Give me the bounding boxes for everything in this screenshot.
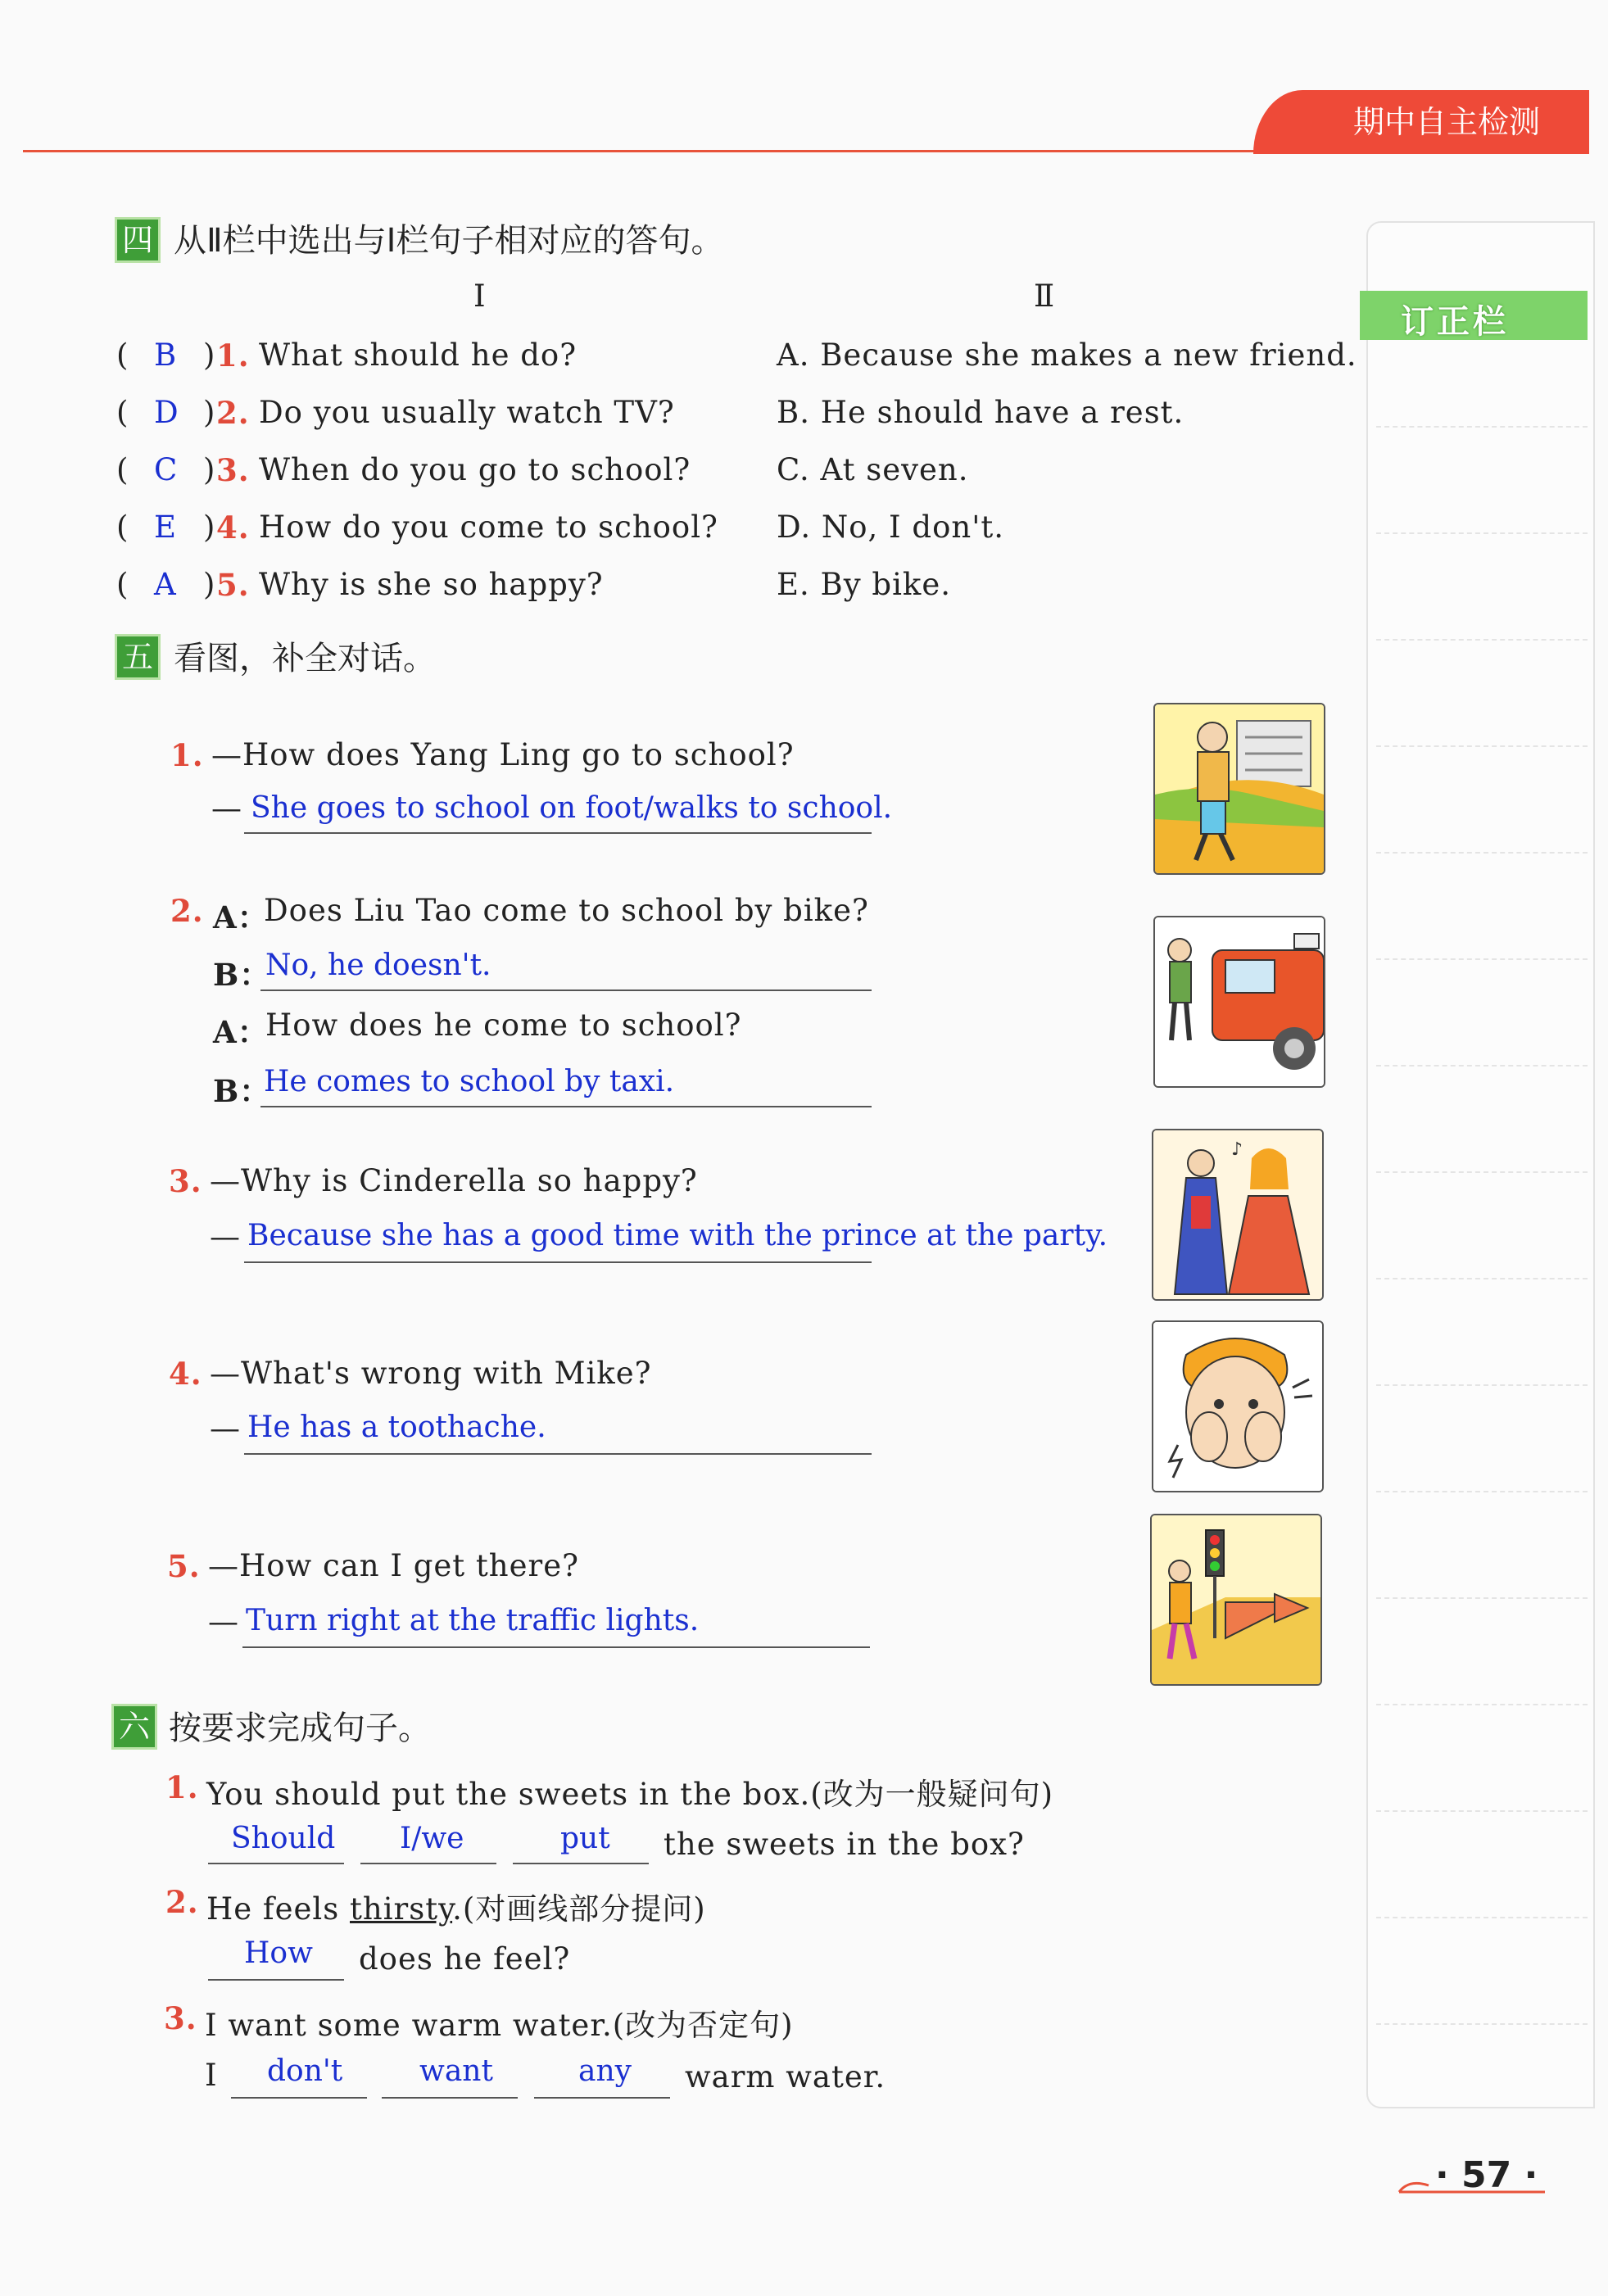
answer-line [208,1863,344,1864]
walking-girl-image [1153,703,1325,875]
sidebar-line [1376,1065,1588,1066]
q5-5-question: —How can I get there? [208,1548,579,1583]
q5-2-answer-b1: No, he doesn't. [265,949,491,982]
q6-1-text: You should put the sweets in the box.(改为一般疑问句) [206,1777,1054,1812]
answer-option: B. He should have a rest. [777,395,1184,430]
cinderella-image [1152,1129,1324,1301]
matching-answer: C [154,452,179,487]
q6-3-blank-1: don't [267,2054,343,2088]
correction-sidebar [1366,221,1595,2108]
q6-1-number: 1. [165,1769,199,1805]
answer-line [231,2097,367,2099]
q5-2-number: 2. [170,893,204,929]
question-text: What should he do? [259,337,578,373]
answer-line [244,1261,872,1263]
sidebar-line [1376,639,1588,641]
q5-2-line-a1: Does Liu Tao come to school by bike? [264,893,869,928]
page-number: · 57 · [1435,2154,1538,2196]
speaker-a: A： [213,899,269,935]
q6-2-tail: does he feel? [359,1941,571,1977]
q6-1-blank-2: I/we [400,1822,464,1855]
sidebar-line [1376,958,1588,960]
sidebar-line [1376,532,1588,534]
paren-open: ( [116,567,129,602]
sidebar-line [1376,426,1588,428]
paren-close: ) [203,337,216,373]
taxi-image [1153,916,1325,1088]
speaker-b: B： [213,1073,271,1109]
q5-3-answer: Because she has a good time with the prince at the party. [247,1219,1108,1252]
column-1-heading: Ⅰ [473,279,487,314]
q5-4-number: 4. [169,1356,202,1392]
q5-1-answer: She goes to school on foot/walks to school. [251,791,893,825]
sidebar-line [1376,1171,1588,1173]
section-5-title: 看图，补全对话。 [174,640,436,677]
section-5-icon: 五 [115,634,161,680]
question-number: 4. [216,509,250,546]
paren-close: ) [203,452,216,487]
q5-3-number: 3. [169,1163,202,1199]
chapter-tab: 期中自主检测 [1253,90,1589,154]
q6-3-blank-2: want [419,2054,493,2088]
paren-open: ( [116,452,129,487]
answer-line [244,832,872,834]
answer-option: C. At seven. [777,452,969,487]
q5-3-question: —Why is Cinderella so happy? [210,1163,698,1198]
sidebar-line [1376,2023,1588,2025]
sidebar-line [1376,1491,1588,1492]
q5-1-number: 1. [170,737,204,773]
sidebar-line [1376,852,1588,854]
dash: — [210,1219,241,1254]
answer-line [242,1646,870,1648]
speaker-b: B： [213,957,271,993]
correction-label: 订正栏 [1360,291,1588,340]
sidebar-line [1376,1278,1588,1279]
question-number: 3. [216,452,250,488]
paren-open: ( [116,337,129,373]
section-6-title: 按要求完成句子。 [169,1710,431,1747]
q6-3-text: I want some warm water.(改为否定句) [205,2008,794,2043]
paren-close: ) [203,567,216,602]
speaker-a: A： [213,1014,269,1050]
svg-text:♪: ♪ [1231,1139,1243,1160]
answer-line [260,989,872,991]
q6-1-tail: the sweets in the box? [664,1827,1025,1862]
q6-2-blank-1: How [244,1936,313,1970]
matching-answer: B [154,337,178,373]
q6-3-head: I [205,2058,218,2093]
sidebar-line [1376,1917,1588,1918]
sidebar-line [1376,1810,1588,1812]
answer-line [534,2097,670,2099]
question-text: How do you come to school? [259,509,718,545]
question-number: 1. [216,337,250,374]
sidebar-line [1376,1597,1588,1599]
answer-line [360,1863,496,1864]
paren-close: ) [203,395,216,430]
paren-open: ( [116,395,129,430]
section-4-icon: 四 [115,217,161,263]
sidebar-line [1376,745,1588,747]
matching-answer: E [154,509,178,545]
header-rule [23,150,1260,152]
answer-line [208,1979,344,1981]
dash: — [208,1604,239,1639]
answer-option: E. By bike. [777,567,951,602]
section-6-icon: 六 [111,1704,157,1750]
q6-2-text: He feels thirsty.(对画线部分提问) [206,1891,706,1927]
traffic-lights-image [1150,1514,1322,1686]
toothache-image [1152,1320,1324,1492]
q6-3-tail: warm water. [685,2059,886,2094]
q5-4-question: —What's wrong with Mike? [210,1356,652,1391]
answer-option: D. No, I don't. [777,509,1005,545]
sidebar-line [1376,1384,1588,1386]
question-number: 5. [216,567,250,603]
question-number: 2. [216,395,250,431]
column-2-heading: Ⅱ [1034,279,1056,314]
question-text: When do you go to school? [259,452,691,487]
answer-line [244,1453,872,1455]
q6-3-blank-3: any [578,2054,632,2088]
section-4-title: 从Ⅱ栏中选出与Ⅰ栏句子相对应的答句。 [174,222,724,260]
q5-2-line-a2: How does he come to school? [265,1008,742,1043]
answer-line [260,1106,872,1107]
q5-4-answer: He has a toothache. [247,1411,546,1444]
q6-2-number: 2. [165,1884,199,1920]
q6-1-blank-3: put [560,1822,610,1855]
question-text: Do you usually watch TV? [259,395,675,430]
paren-close: ) [203,509,216,545]
q6-3-number: 3. [164,2000,197,2036]
matching-answer: D [154,395,179,430]
q5-5-answer: Turn right at the traffic lights. [246,1604,700,1637]
answer-line [382,2097,518,2099]
matching-answer: A [154,567,177,602]
question-text: Why is she so happy? [259,567,604,602]
q5-5-number: 5. [167,1548,201,1584]
q5-1-question: —How does Yang Ling go to school? [211,737,795,772]
sidebar-line [1376,1704,1588,1705]
answer-line [513,1863,649,1864]
q6-1-blank-1: Should [231,1822,336,1855]
dash: — [211,790,242,826]
q5-2-answer-b2: He comes to school by taxi. [264,1065,675,1098]
dash: — [210,1411,241,1446]
answer-option: A. Because she makes a new friend. [777,337,1357,373]
paren-open: ( [116,509,129,545]
